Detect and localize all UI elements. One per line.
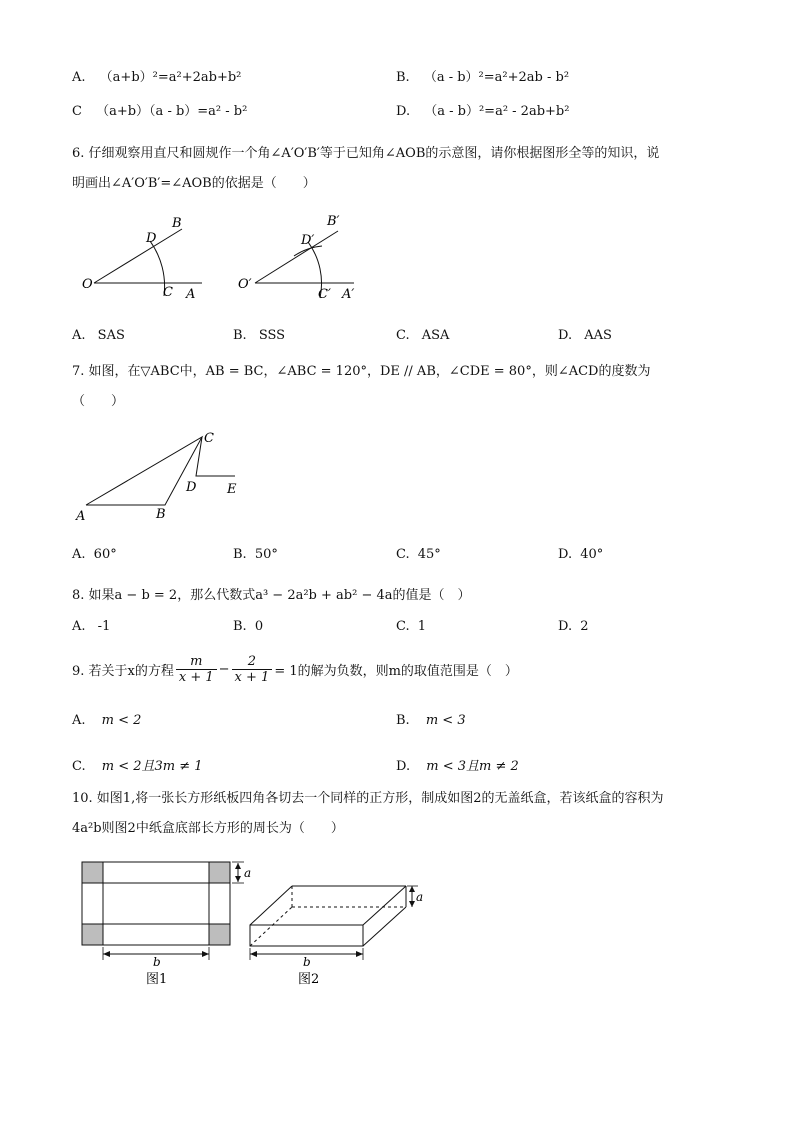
option-label: C.	[396, 619, 410, 634]
option-label: A.	[72, 547, 86, 562]
option-label: A.	[72, 70, 86, 85]
q7-stem-line2: （ ）	[72, 394, 125, 409]
label-b: B	[172, 216, 182, 231]
q6-option-c	[396, 328, 449, 343]
option-label: A.	[72, 619, 86, 634]
q7-option-a	[72, 547, 117, 562]
option-label: C	[72, 104, 82, 119]
option-label: D.	[396, 104, 411, 119]
cut-square	[82, 924, 103, 945]
option-text: 2	[580, 619, 589, 634]
q8-option-a	[72, 619, 110, 634]
label-b-prime: B′	[327, 214, 340, 229]
label-o-prime: O′	[238, 277, 252, 292]
label-a: A	[186, 287, 196, 302]
option-label: B.	[233, 619, 247, 634]
q6-angle-a1o1b1	[238, 214, 354, 302]
q9-stem	[72, 654, 518, 685]
q7-option-b	[233, 547, 278, 562]
cut-square	[209, 862, 230, 883]
label-b: b	[303, 955, 311, 969]
option-text: 1	[417, 619, 427, 634]
option-text: SAS	[97, 328, 125, 343]
option-text: m < 2且3m ≠ 1	[101, 759, 203, 774]
option-text: 40°	[580, 547, 604, 562]
q10-figure-2	[250, 886, 423, 987]
label-a: a	[416, 890, 424, 904]
label-b: b	[153, 955, 161, 969]
option-label: B.	[233, 547, 247, 562]
q5-option-d	[396, 100, 569, 119]
q9-option-c	[72, 755, 203, 774]
q9-suffix: = 1的解为负数，则m的取值范围是（ ）	[274, 664, 518, 679]
label-a: A	[76, 509, 86, 524]
cut-square	[82, 862, 103, 883]
option-text: 50°	[254, 547, 278, 562]
label-b: B	[156, 507, 166, 522]
option-label: D.	[558, 328, 573, 343]
option-label: D.	[558, 619, 573, 634]
label-d-prime: D′	[301, 233, 315, 248]
minus-sign: −	[218, 662, 230, 677]
option-label: B.	[396, 70, 410, 85]
q7-stem-line1: 7. 如图，在▽ABC中，AB = BC，∠ABC = 120°，DE // AB，∠CDE = 80°，则∠ACD的度数为	[72, 364, 651, 379]
q6-stem-line2: 明画出∠A′O′B′=∠AOB的依据是（ ）	[72, 176, 316, 191]
q8-option-d	[558, 619, 589, 634]
label-c: C	[163, 285, 173, 300]
figure-2-caption: 图2	[298, 972, 320, 987]
option-text: 45°	[417, 547, 441, 562]
q7-figure	[72, 424, 252, 528]
option-text: -1	[97, 619, 111, 634]
q8-option-b	[233, 619, 263, 634]
q6-stem-line1: 6. 仔细观察用直尺和圆规作一个角∠A′O′B′等于已知角∠AOB的示意图，请你根据图形全等的知识，说	[72, 146, 660, 161]
q9-fraction-2	[232, 654, 273, 685]
fraction-denominator: x + 1	[178, 670, 214, 685]
q8-option-c	[396, 619, 426, 634]
option-label: D.	[396, 759, 411, 774]
option-label: C.	[72, 759, 86, 774]
q9-option-d	[396, 755, 519, 774]
fraction-numerator: m	[176, 654, 217, 670]
option-label: C.	[396, 547, 410, 562]
q10-stem-line2: 4a²b则图2中纸盒底部长方形的周长为（ ）	[72, 821, 344, 836]
option-text: SSS	[258, 328, 286, 343]
q5-option-b	[396, 66, 569, 85]
label-c-prime: C′	[318, 287, 331, 302]
option-text: AAS	[584, 328, 612, 343]
q8-stem: 8. 如果a − b = 2，那么代数式a³ − 2a²b + ab² − 4a的值是（ ）	[72, 588, 471, 603]
fraction-numerator: 2	[232, 654, 273, 670]
option-text: （a - b）²=a²+2ab - b²	[423, 70, 570, 85]
option-label: A.	[72, 713, 86, 728]
q9-option-a	[72, 713, 141, 728]
label-a-prime: A′	[342, 287, 355, 302]
option-text: （a - b）²=a² - 2ab+b²	[424, 104, 570, 119]
option-label: A.	[72, 328, 86, 343]
label-a: a	[244, 866, 252, 880]
q10-figure	[72, 852, 442, 992]
q6-angle-aob	[82, 216, 202, 302]
q6-figure	[72, 206, 372, 306]
q5-option-c	[72, 100, 247, 119]
q10-figure-1	[82, 862, 251, 987]
label-d: D	[186, 480, 197, 495]
option-text: 60°	[93, 547, 117, 562]
q6-option-d	[558, 328, 612, 343]
q6-option-b	[233, 328, 285, 343]
label-c: C	[204, 431, 214, 446]
q9-prefix: 9. 若关于x的方程	[72, 664, 174, 679]
option-text: m < 3且m ≠ 2	[426, 759, 519, 774]
q9-fraction-1	[176, 654, 217, 685]
option-label: B.	[233, 328, 247, 343]
q6-option-a	[72, 328, 125, 343]
option-label: C.	[396, 328, 410, 343]
option-text: m < 2	[101, 713, 142, 728]
label-e: E	[227, 482, 237, 497]
option-text: （a+b）（a - b）=a² - b²	[96, 104, 248, 119]
q5-option-a	[72, 66, 241, 85]
q7-option-c	[396, 547, 441, 562]
label-o: O	[82, 277, 93, 292]
figure-1-caption: 图1	[146, 972, 168, 987]
q7-triangle-abc	[75, 431, 237, 524]
option-label: D.	[558, 547, 573, 562]
q9-option-b	[396, 713, 466, 728]
q10-stem-line1: 10. 如图1,将一张长方形纸板四角各切去一个同样的正方形，制成如图2的无盖纸盒，若该纸盒的容积为	[72, 791, 664, 806]
q7-option-d	[558, 547, 603, 562]
option-text: 0	[254, 619, 264, 634]
option-text: m < 3	[425, 713, 466, 728]
option-text: ASA	[421, 328, 450, 343]
cut-square	[209, 924, 230, 945]
fraction-denominator: x + 1	[234, 670, 270, 685]
option-text: （a+b）²=a²+2ab+b²	[99, 70, 242, 85]
label-d: D	[146, 231, 157, 246]
option-label: B.	[396, 713, 410, 728]
